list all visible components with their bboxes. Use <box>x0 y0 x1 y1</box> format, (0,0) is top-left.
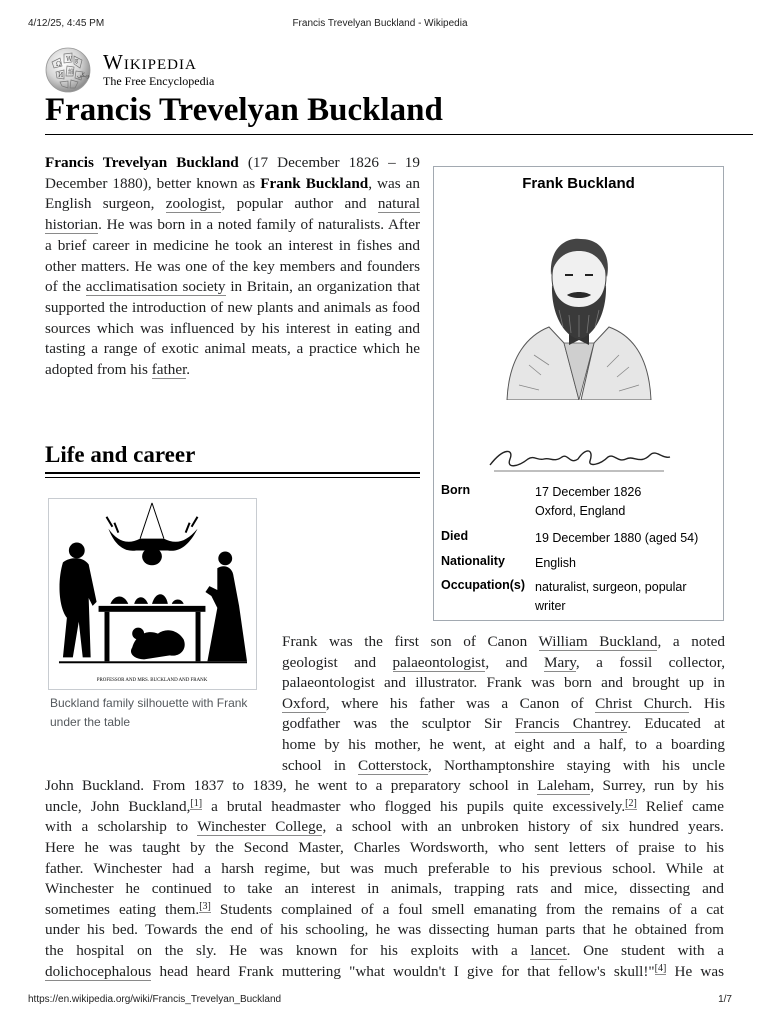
text-run: godfather was the sculptor Sir <box>282 715 515 733</box>
nationality-value: English <box>535 556 576 570</box>
svg-text:ह: ह <box>75 58 79 65</box>
text-run: head heard Frank muttering "what wouldn't I give for that fellow's skull!" <box>151 962 655 980</box>
lead-paragraph <box>45 153 420 381</box>
reference-sup <box>190 798 202 810</box>
text-run: , and <box>485 653 544 671</box>
body-line <box>282 714 725 735</box>
page-title: Francis Trevelyan Buckland <box>45 92 443 128</box>
text-run: , a school with an unbroken history of six hundred years. <box>322 818 724 836</box>
wikipedia-globe-icon[interactable] <box>44 46 92 94</box>
infobox-label: Born <box>441 483 471 497</box>
svg-text:И: И <box>58 72 64 79</box>
figure-caption: Buckland family silhouette with Frank under the table <box>50 696 248 729</box>
wiki-link[interactable]: Christ Church <box>595 694 689 712</box>
text-run: , where his father was a Canon of <box>325 694 596 712</box>
body-line <box>45 941 724 962</box>
text-run: . He was born in a noted family of naturalists. After a brief career in medicine he took an interest in fishes and other matters. He was one of the key members and founders of the <box>45 216 420 296</box>
text-run: geologist and <box>282 653 393 671</box>
body-line <box>45 817 724 838</box>
born-place: Oxford, England <box>535 504 626 518</box>
text-run: in Britain, an organization that supported the introduction of new plants and animals as food sources which was influenced by his interest in eating and tasting a range of exotic animal meats, a practice which he adopted from his <box>45 278 420 379</box>
text-run: with a scholarship to <box>45 818 198 836</box>
svg-text:維: 維 <box>68 69 75 76</box>
body-line <box>45 838 724 859</box>
text-run: a brutal headmaster who flogged his pupils quite excessively. <box>202 797 626 815</box>
infobox-label: Nationality <box>441 554 505 568</box>
text-run: Here he was taught by the Second Master, Charles Wordsworth, who sent letters of praise to his <box>45 839 724 856</box>
text-run: father. Winchester had a harsh regime, but was much preferable to his previous school. While at <box>45 859 724 877</box>
text-run: . His <box>688 694 725 712</box>
body-line <box>45 900 724 921</box>
bold-name: Francis Trevelyan Buckland <box>45 154 239 171</box>
text-run: (17 December 1826 – 19 December 1880), better known as <box>45 154 420 192</box>
wiki-link[interactable]: lancet <box>530 942 567 959</box>
body-line <box>45 859 724 880</box>
text-run: the hospital on the sly. He was known for his exploits with a <box>45 942 531 959</box>
text-run: He was <box>666 962 725 980</box>
wikipedia-tagline: The Free Encyclopedia <box>103 74 215 88</box>
wiki-link[interactable]: father <box>151 361 187 379</box>
body-line <box>45 920 724 941</box>
text-run: home by his mother, he went, at eight and a half, to a boarding <box>282 736 725 753</box>
text-run: Winchester he continued to take an interest in animals, trapping rats and mice, dissecting and <box>45 880 724 898</box>
text-run: , was an English surgeon, <box>45 174 420 213</box>
wiki-link[interactable]: palaeontologist <box>392 653 486 671</box>
svg-text:ويكي: ويكي <box>77 72 90 79</box>
body-line <box>45 879 724 900</box>
svg-text:W: W <box>66 56 73 63</box>
silhouette-figure[interactable] <box>48 498 257 690</box>
text-run: Relief came <box>636 797 724 815</box>
reference-link[interactable]: [3] <box>199 900 211 912</box>
wiki-link[interactable]: Cotterstock <box>357 756 428 774</box>
body-line <box>45 797 724 818</box>
text-run: palaeontologist and illustrator. Frank was born and brought up in <box>282 674 725 692</box>
text-run: Frank was the first son of Canon <box>282 633 539 650</box>
wiki-link[interactable]: Laleham <box>537 777 591 795</box>
text-run: , a noted <box>657 633 725 650</box>
signature-image <box>484 437 674 477</box>
body-line <box>282 694 725 715</box>
wiki-link[interactable]: dolichocephalous <box>45 962 152 980</box>
bold-name: Frank Buckland <box>260 174 369 192</box>
text-run: . Educated at <box>627 715 725 733</box>
section-heading-life-and-career: Life and career <box>45 442 196 467</box>
wiki-link[interactable]: natural historian <box>45 195 420 234</box>
text-run: , Surrey, run by his <box>590 777 724 795</box>
text-run: Students complained of a foul smell emanating from the remains of a cat <box>210 900 724 918</box>
infobox <box>433 166 724 621</box>
reference-link[interactable]: [4] <box>654 962 667 974</box>
reference-link[interactable]: [1] <box>190 797 203 809</box>
reference-sup <box>199 901 211 913</box>
body-line <box>282 735 725 756</box>
reference-sup <box>625 798 637 810</box>
died-date: 19 December 1880 (aged 54) <box>535 531 699 545</box>
text-run: John Buckland. From 1837 to 1839, he went to a preparatory school in <box>45 777 538 795</box>
wiki-link[interactable]: William Buckland <box>538 633 658 650</box>
portrait-image[interactable] <box>489 215 669 400</box>
text-run: sometimes eating them. <box>45 900 200 918</box>
wiki-link[interactable]: acclimatisation society <box>85 278 226 296</box>
reference-link[interactable]: [2] <box>625 797 637 809</box>
infobox-value <box>535 578 719 616</box>
text-run: . <box>186 361 191 379</box>
infobox-label: Occupation(s) <box>441 578 526 592</box>
text-run: , popular author and <box>221 195 378 213</box>
section-divider-secondary <box>45 477 420 478</box>
occupation-value-line1: naturalist, surgeon, popular <box>535 580 687 594</box>
body-line <box>282 653 725 674</box>
text-run: , Northamptonshire staying with his uncle <box>427 756 725 774</box>
wiki-link[interactable]: Oxford <box>282 694 326 712</box>
text-run: under his bed. Towards the end of his schooling, he was dissecting human parts that he obtained from <box>45 921 724 939</box>
body-line <box>282 673 725 694</box>
print-datetime: 4/12/25, 4:45 PM <box>28 18 105 29</box>
svg-text:Ω: Ω <box>56 61 61 68</box>
print-page-title: Francis Trevelyan Buckland - Wikipedia <box>292 18 468 29</box>
born-date: 17 December 1826 <box>535 485 642 499</box>
wiki-link[interactable]: Mary <box>543 653 576 671</box>
body-line <box>45 776 724 797</box>
infobox-value <box>535 554 719 573</box>
body-line <box>282 632 725 653</box>
silhouette-inscription: PROFESSOR AND MRS. BUCKLAND AND FRANK <box>96 678 208 684</box>
title-divider <box>45 134 753 135</box>
text-run: . One student with a <box>566 942 724 959</box>
reference-sup <box>655 963 667 975</box>
silhouette-image <box>49 499 256 689</box>
wiki-link[interactable]: Francis Chantrey <box>514 715 628 733</box>
print-page-number: 1/7 <box>718 994 732 1005</box>
wiki-link[interactable]: zoologist <box>165 195 222 213</box>
text-run: , a fossil collector, <box>575 653 725 671</box>
section-divider <box>45 472 420 474</box>
occupation-value-line2: writer <box>535 599 566 613</box>
print-url: https://en.wikipedia.org/wiki/Francis_Trevelyan_Buckland <box>28 994 282 1005</box>
body-line <box>282 756 725 777</box>
infobox-title: Frank Buckland <box>522 175 635 192</box>
body-line <box>45 962 724 983</box>
text-run: school in <box>282 756 358 774</box>
infobox-label: Died <box>441 529 469 543</box>
wiki-link[interactable]: Winchester College <box>197 818 323 836</box>
infobox-value <box>535 529 719 548</box>
text-run: uncle, John Buckland, <box>45 797 191 815</box>
wikipedia-wordmark[interactable]: Wikipedia <box>103 50 197 74</box>
infobox-value <box>535 483 719 521</box>
